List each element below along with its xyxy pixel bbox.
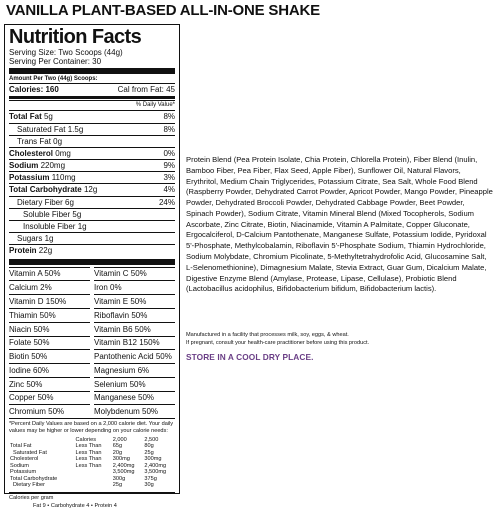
vitamin-item: Molybdenum 50% xyxy=(94,404,175,418)
table-cell: 300mg xyxy=(112,456,130,463)
calories-from-fat: Cal from Fat: 45 xyxy=(117,85,175,95)
vitamin-item: Vitamin A 50% xyxy=(9,267,90,281)
table-cell: 25g xyxy=(144,449,154,456)
nutrient-label: Insoluble Fiber xyxy=(23,222,76,232)
nutrient-label: Cholesterol xyxy=(9,148,54,158)
nutrient-row-total-carbohydrate xyxy=(9,183,175,195)
table-cell: Less Than xyxy=(75,443,102,450)
vitamin-mineral-grid xyxy=(9,267,175,419)
table-cell: 2,500 xyxy=(144,437,159,444)
divider-medium xyxy=(9,96,175,99)
vitamin-item: Vitamin E 50% xyxy=(94,294,175,308)
nutrient-label: Saturated Fat xyxy=(17,124,66,134)
nutrient-row-dietary-fiber xyxy=(9,196,175,208)
calories-row xyxy=(9,83,175,95)
vitamin-item: Vitamin D 150% xyxy=(9,294,90,308)
vitamin-item: Thiamin 50% xyxy=(9,308,90,322)
vitamin-item: Biotin 50% xyxy=(9,349,90,363)
allergen-statement: Manufactured in a facility that processes milk, soy, eggs, & wheat. xyxy=(186,332,349,338)
daily-value-footnote: *Percent Daily Values are based on a 2,000 calorie diet. Your daily values may be higher or lower depending on your calorie needs: xyxy=(9,418,175,434)
nutrient-row-sugars xyxy=(9,232,175,244)
nutrient-label: Total Fat xyxy=(9,112,42,122)
table-cell: 30g xyxy=(144,481,154,488)
nutrient-amount: 5g xyxy=(72,209,82,219)
nutrient-label: Total Carbohydrate xyxy=(9,185,82,195)
vitamin-item: Vitamin B6 50% xyxy=(94,322,175,336)
nutrient-row-saturated-fat xyxy=(9,123,175,135)
nutrient-label: Dietary Fiber xyxy=(17,197,63,207)
table-cell: 300mg xyxy=(144,456,162,463)
pregnancy-warning: If pregnant, consult your health-care practitioner before using this product. xyxy=(186,340,370,347)
table-cell: 65g xyxy=(112,443,123,450)
table-cell: Potassium xyxy=(10,469,37,476)
vitamin-item: Vitamin B12 150% xyxy=(94,336,175,350)
amount-per-serving: Amount Per Two (44g) Scoops: xyxy=(9,76,98,83)
nutrient-amount: 22g xyxy=(38,246,53,256)
nutrient-row-protein xyxy=(9,244,175,256)
table-cell: Total Fat xyxy=(10,443,32,450)
nutrient-dv: 4% xyxy=(163,185,175,195)
table-cell: 20g xyxy=(112,449,123,456)
nutrient-amount: 220mg xyxy=(40,161,66,171)
nutrient-amount: 6g xyxy=(65,197,74,207)
table-cell: Dietary Fiber xyxy=(13,481,46,488)
nutrient-amount: 5g xyxy=(43,112,53,122)
nutrient-amount: 0mg xyxy=(55,148,71,158)
table-cell: 2,000 xyxy=(112,437,127,444)
nutrient-amount: 1.5g xyxy=(67,124,84,134)
table-cell xyxy=(74,482,111,488)
nutrient-amount: 12g xyxy=(83,185,98,195)
nutrient-dv: 24% xyxy=(158,197,175,207)
vitamin-item: Chromium 50% xyxy=(9,404,90,418)
table-row xyxy=(9,456,175,462)
ingredients-text: Protein Blend (Pea Protein Isolate, Chia Protein, Chlorella Protein), Fiber Blend (Inulin, Bamboo Fiber, Pea Fiber, Flax Seed, Apple Fiber), Sunflower Oil, Natural Flavors, Erythritol, Medium Chain Triglycerides, Potassium Citrate, Sea Salt, Whole Food Blend (Raspberry Powder, Dehydrated Carrot Powder, Apricot Powder, Mango Powder, Pineapple Powder, Dehydrated Broccoli Powder, Dehydrated Cabbage Powder, Beet Powder, Spinach Powder), Sodium Citrate, Vitamin Mineral Blend (Mixed Tocopherols, Sodium Ascorbate, Zinc Citrate, Biotin, Niacinamide, Vitamin A Palmitate, Copper Gluconate, Ergocalciferol, D-Calcium Pantothenate, Manganese Sulfate, Potassium Iodide, Pyridoxal 5'-Phosphate, Methylcobalamin, Riboflavin 5'-Phosphate Sodium, Thiamin Hydrochloride, Sodium Molybdate, Chromium Picolinate, 5-Methyltetrahydrofolic Acid, Glucosamine Salt, L-Selenomethionine), Dimagnesium Malate, Stevia Extract, Guar Gum, Dicalcium Malate, Digestive Enzyme Blend (Amylase, Protease, Lipase, Cellulase), Probiotic Blend (Lactobacillus acidophilus, Bifidobacterium bifidum, Bifidobacterium lactis). xyxy=(186,155,493,294)
manufacturing-notice xyxy=(186,331,494,347)
table-cell: 3,500mg xyxy=(144,469,167,476)
table-cell: Less Than xyxy=(75,456,102,463)
nutrient-amount: 0g xyxy=(53,136,63,146)
nutrient-label: Trans Fat xyxy=(17,136,51,146)
vitamin-item: Vitamin C 50% xyxy=(94,267,175,281)
nutrient-row-cholesterol xyxy=(9,147,175,159)
table-cell: Calories xyxy=(75,437,97,444)
nutrition-facts-panel xyxy=(4,24,180,509)
vitamin-item: Iodine 60% xyxy=(9,363,90,377)
table-cell: 2,400mg xyxy=(144,462,167,469)
table-cell: Sodium xyxy=(10,462,29,469)
nutrient-row-total-fat xyxy=(9,110,175,122)
nutrient-row-insoluble-fiber xyxy=(9,220,175,232)
table-cell: Saturated Fat xyxy=(13,449,47,456)
nutrient-dv: 0% xyxy=(163,148,175,158)
product-title: VANILLA PLANT-BASED ALL-IN-ONE SHAKE xyxy=(6,2,320,19)
nutrient-row-trans-fat xyxy=(9,135,175,147)
vitamin-item: Calcium 2% xyxy=(9,280,90,294)
nutrient-amount: 110mg xyxy=(51,173,76,183)
table-cell: 80g xyxy=(144,443,154,450)
daily-value-header: % Daily Value* xyxy=(9,100,175,110)
nutrient-row-soluble-fiber xyxy=(9,208,175,220)
calories-per-gram-label: Calories per gram xyxy=(9,492,175,501)
divider-thick xyxy=(9,259,175,265)
vitamin-item: Niacin 50% xyxy=(9,322,90,336)
nutrient-dv: 9% xyxy=(163,161,175,171)
table-cell: 2,400mg xyxy=(112,462,135,469)
calories-value: Calories: 160 xyxy=(9,85,59,95)
vitamin-item: Magnesium 6% xyxy=(94,363,175,377)
vitamin-item: Copper 50% xyxy=(9,391,90,405)
nutrient-dv: 8% xyxy=(163,112,175,122)
nutrient-label: Protein xyxy=(9,246,37,256)
vitamin-item: Zinc 50% xyxy=(9,377,90,391)
nutrient-amount: 1g xyxy=(77,222,87,232)
table-cell: 25g xyxy=(112,481,123,488)
vitamin-item: Manganese 50% xyxy=(94,391,175,405)
nutrient-row-sodium xyxy=(9,159,175,171)
calories-per-gram-values: Fat 9 • Carbohydrate 4 • Protein 4 xyxy=(33,502,117,509)
servings-per-container: Serving Per Container: 30 xyxy=(9,57,102,67)
table-cell: Total Carbohydrate xyxy=(10,475,58,482)
vitamin-item: Riboflavin 50% xyxy=(94,308,175,322)
table-cell: 3,500mg xyxy=(112,469,135,476)
vitamin-item: Pantothenic Acid 50% xyxy=(94,349,175,363)
nutrient-label: Soluble Fiber xyxy=(23,209,71,219)
nutrient-label: Potassium xyxy=(9,173,50,183)
nutrient-row-potassium xyxy=(9,171,175,183)
nutrient-dv: 8% xyxy=(163,124,175,134)
vitamin-item: Iron 0% xyxy=(94,280,175,294)
table-cell: Less Than xyxy=(75,449,102,456)
daily-value-reference-table xyxy=(9,437,175,488)
table-cell: 300g xyxy=(112,475,126,482)
nutrition-facts-heading: Nutrition Facts xyxy=(9,26,142,48)
divider-thick xyxy=(9,68,175,74)
table-cell: 375g xyxy=(144,475,157,482)
table-cell: Cholesterol xyxy=(10,456,39,463)
vitamin-item: Selenium 50% xyxy=(94,377,175,391)
serving-size: Serving Size: Two Scoops (44g) xyxy=(9,48,123,57)
vitamin-item: Folate 50% xyxy=(9,336,90,350)
nutrient-label: Sugars xyxy=(17,234,43,244)
storage-instructions: STORE IN A COOL DRY PLACE. xyxy=(186,352,314,362)
nutrient-amount: 1g xyxy=(44,234,54,244)
nutrient-label: Sodium xyxy=(9,161,39,171)
nutrient-dv: 3% xyxy=(163,173,175,183)
table-cell: Less Than xyxy=(75,462,102,469)
table-row xyxy=(9,482,175,488)
